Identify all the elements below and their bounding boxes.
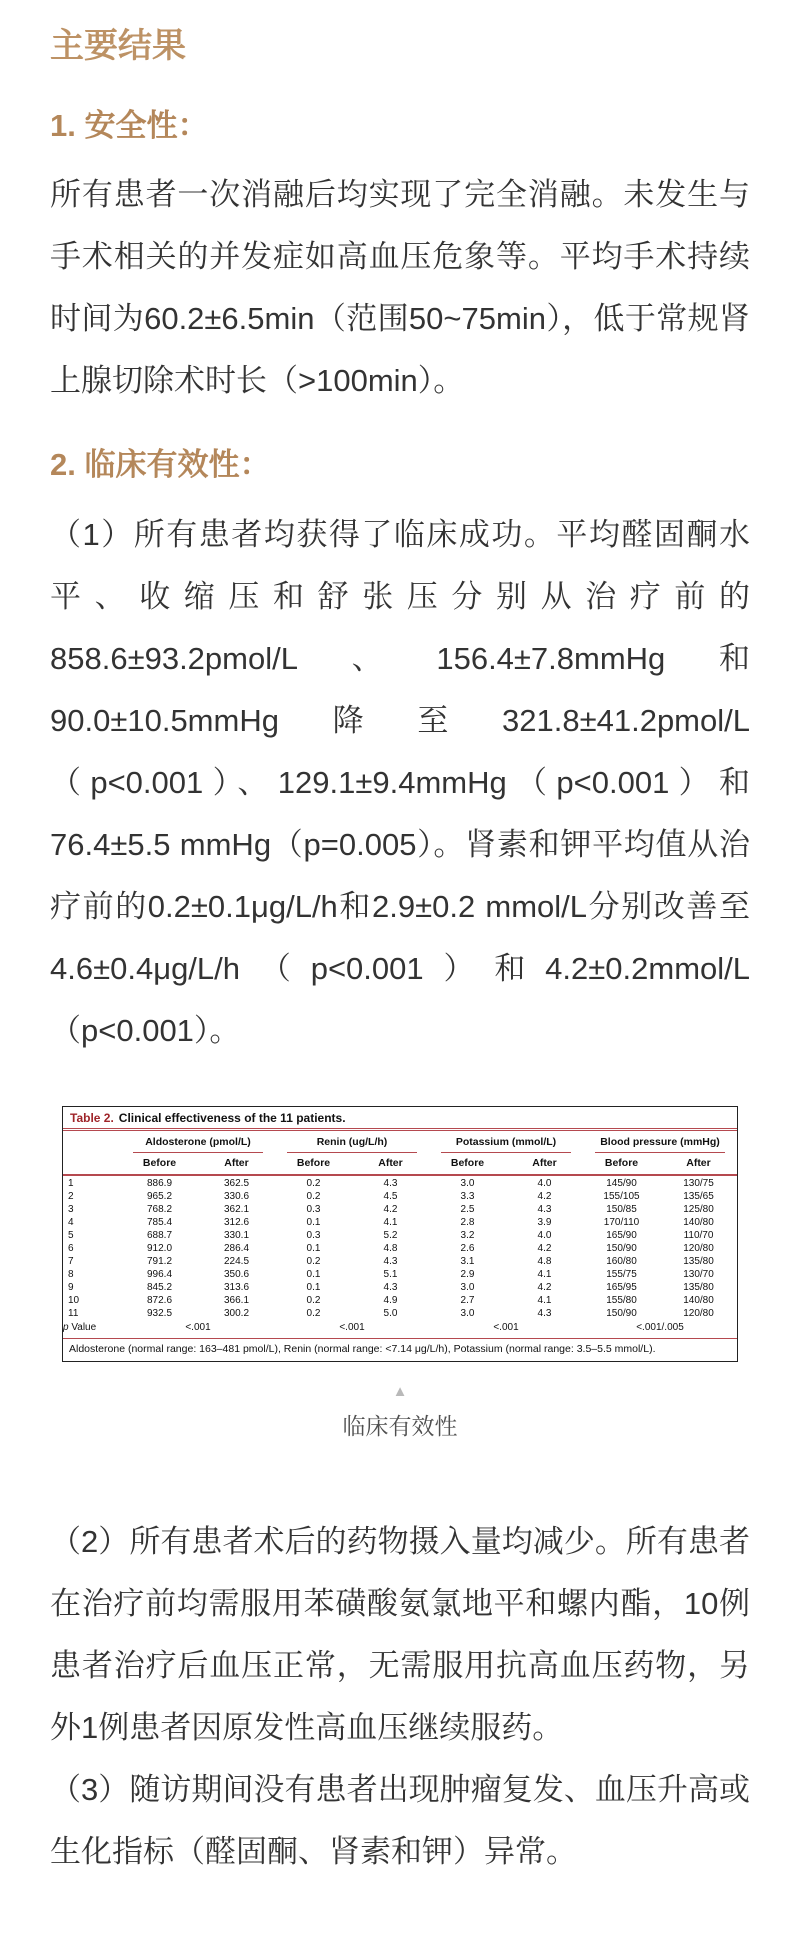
table-value: 3.0 xyxy=(460,1282,475,1294)
table-title-text: Clinical effectiveness of the 11 patients. xyxy=(118,1111,346,1126)
table-value: 165/90 xyxy=(606,1230,637,1242)
table-value: 2.5 xyxy=(460,1204,475,1216)
column-group-header-1 xyxy=(275,1131,429,1153)
table-value: 791.2 xyxy=(146,1256,173,1268)
table-value: 965.2 xyxy=(146,1191,173,1203)
table-title xyxy=(63,1107,737,1128)
table-value: 313.6 xyxy=(223,1282,250,1294)
table-footnote: Aldosterone (normal range: 163–481 pmol/L), Renin (normal range: <7.14 μg/L/h), Potassium (normal range: 3.5–5.5 mmol/L). xyxy=(69,1343,656,1356)
paragraph-effectiveness-2: （2）所有患者术后的药物摄入量均减少。所有患者在治疗前均需服用苯磺酸氨氯地平和螺内酯，10例患者治疗后血压正常，无需服用抗高血压药物，另外1例患者因原发性高血压继续服药。 xyxy=(50,1524,750,1746)
table-value: 135/65 xyxy=(683,1191,714,1203)
paragraph-safety: 所有患者一次消融后均实现了完全消融。未发生与手术相关的并发症如高血压危象等。平均手术持续时间为60.2±6.5min（范围50~75min），低于常规肾上腺切除术时长（>100min）。 xyxy=(50,177,750,399)
article xyxy=(50,26,750,1883)
table-value: 3.1 xyxy=(460,1256,475,1268)
section-heading-effectiveness: 2. 临床有效性： xyxy=(50,447,271,483)
table-value: 4.0 xyxy=(537,1230,552,1242)
table-value: 140/80 xyxy=(683,1217,714,1229)
table-value: 0.1 xyxy=(306,1217,321,1229)
table-value: 0.1 xyxy=(306,1243,321,1255)
table-value: 4.1 xyxy=(383,1217,398,1229)
table-value: 0.3 xyxy=(306,1204,321,1216)
table-value: 362.5 xyxy=(223,1178,250,1190)
table-bottom-rule xyxy=(63,1338,737,1340)
column-group-label: Potassium (mmol/L) xyxy=(441,1134,570,1153)
table-value: 2.9 xyxy=(460,1269,475,1281)
table-value: 160/80 xyxy=(606,1256,637,1268)
table-value: 872.6 xyxy=(146,1295,173,1307)
patient-row-label-9: 9 xyxy=(68,1282,74,1294)
table-value: 886.9 xyxy=(146,1178,173,1190)
column-group-label: Aldosterone (pmol/L) xyxy=(133,1134,262,1153)
table-figure xyxy=(50,1106,750,1441)
table-value: 286.4 xyxy=(223,1243,250,1255)
table-value: 140/80 xyxy=(683,1295,714,1307)
table-value: 350.6 xyxy=(223,1269,250,1281)
table-value: 4.2 xyxy=(383,1204,398,1216)
table-value: 3.0 xyxy=(460,1308,475,1320)
table-value: 4.2 xyxy=(537,1282,552,1294)
table-value: 120/80 xyxy=(683,1308,714,1320)
table-value: 768.2 xyxy=(146,1204,173,1216)
table-value: 5.2 xyxy=(383,1230,398,1242)
table-value: 130/75 xyxy=(683,1178,714,1190)
table-value: 0.2 xyxy=(306,1256,321,1268)
table-value: 4.9 xyxy=(383,1295,398,1307)
table-value: 4.3 xyxy=(537,1308,552,1320)
column-subheader: Before xyxy=(142,1157,177,1170)
column-subheader: After xyxy=(532,1157,557,1170)
table-number-label: Table 2. xyxy=(70,1111,114,1126)
table-value: 120/80 xyxy=(683,1243,714,1255)
clinical-table xyxy=(62,1106,738,1362)
table-value: 155/105 xyxy=(603,1191,640,1203)
table-value: 4.8 xyxy=(537,1256,552,1268)
column-subheader: After xyxy=(224,1157,249,1170)
column-group-label: Blood pressure (mmHg) xyxy=(595,1134,724,1153)
table-value: 4.1 xyxy=(537,1269,552,1281)
patient-row-label-3: 3 xyxy=(68,1204,74,1216)
table-value: 4.5 xyxy=(383,1191,398,1203)
table-value: 3.9 xyxy=(537,1217,552,1229)
table-value: 330.6 xyxy=(223,1191,250,1203)
table-value: 145/90 xyxy=(606,1178,637,1190)
column-subheader: After xyxy=(378,1157,403,1170)
table-value: 932.5 xyxy=(146,1308,173,1320)
table-value: 130/70 xyxy=(683,1269,714,1281)
table-value: 165/95 xyxy=(606,1282,637,1294)
table-value: 4.8 xyxy=(383,1243,398,1255)
column-group-header-3 xyxy=(583,1131,737,1153)
table-value: 3.0 xyxy=(460,1178,475,1190)
figure-caption-text: 临床有效性 xyxy=(342,1413,458,1440)
paragraph-effectiveness-3: （3）随访期间没有患者出现肿瘤复发、血压升高或生化指标（醛固酮、肾素和钾）异常。 xyxy=(50,1772,750,1870)
p-value: <.001 xyxy=(185,1322,211,1334)
table-value: 4.3 xyxy=(383,1178,398,1190)
table-value: 0.2 xyxy=(306,1191,321,1203)
p-value-label: p Value xyxy=(63,1322,97,1334)
table-value: 0.3 xyxy=(306,1230,321,1242)
table-value: 912.0 xyxy=(146,1243,173,1255)
table-value: 224.5 xyxy=(223,1256,250,1268)
table-value: 135/80 xyxy=(683,1282,714,1294)
patient-row-label-4: 4 xyxy=(68,1217,74,1229)
table-value: 155/75 xyxy=(606,1269,637,1281)
table-value: 5.1 xyxy=(383,1269,398,1281)
table-value: 4.3 xyxy=(383,1282,398,1294)
p-value: <.001 xyxy=(339,1322,365,1334)
table-value: 2.8 xyxy=(460,1217,475,1229)
p-value: <.001/.005 xyxy=(636,1322,684,1334)
column-subheader: Before xyxy=(450,1157,485,1170)
page-title: 主要结果 xyxy=(50,28,186,65)
patient-row-label-11: 11 xyxy=(68,1308,79,1320)
patient-row-label-10: 10 xyxy=(68,1295,80,1307)
table-value: 3.2 xyxy=(460,1230,475,1242)
table-value: 4.3 xyxy=(537,1204,552,1216)
table-value: 150/90 xyxy=(606,1243,637,1255)
table-value: 312.6 xyxy=(223,1217,250,1229)
table-value: 125/80 xyxy=(683,1204,714,1216)
column-group-header-2 xyxy=(429,1131,583,1153)
table-value: 4.1 xyxy=(537,1295,552,1307)
table-value: 300.2 xyxy=(223,1308,250,1320)
patient-row-label-6: 6 xyxy=(68,1243,74,1255)
table-value: 4.3 xyxy=(383,1256,398,1268)
table-value: 996.4 xyxy=(146,1269,173,1281)
column-group-header-0 xyxy=(121,1131,275,1153)
table-value: 362.1 xyxy=(223,1204,250,1216)
column-subheader: After xyxy=(686,1157,711,1170)
paragraph-effectiveness-1: （1）所有患者均获得了临床成功。平均醛固酮水平、收缩压和舒张压分别从治疗前的858.6±93.2pmol/L、156.4±7.8mmHg和90.0±10.5mmHg降至321.8±41.2pmol/L（p<0.001）、129.1±9.4mmHg（p<0.001）和76.4±5.5 mmHg（p=0.005）。肾素和钾平均值从治疗前的0.2±0.1μg/L/h和2.9±0.2 mmol/L分别改善至4.6±0.4μg/L/h（p<0.001）和4.2±0.2mmol/L（p<0.001）。 xyxy=(50,517,750,1049)
triangle-up-icon: ▲ xyxy=(392,1383,408,1401)
table-value: 0.1 xyxy=(306,1269,321,1281)
clinical-table-grid xyxy=(63,1131,737,1340)
table-value: 170/110 xyxy=(603,1217,640,1229)
table-value: 110/70 xyxy=(683,1230,714,1242)
table-value: 845.2 xyxy=(146,1282,173,1294)
table-value: 155/80 xyxy=(606,1295,637,1307)
figure-caption xyxy=(50,1384,750,1441)
table-value: 2.6 xyxy=(460,1243,475,1255)
table-value: 688.7 xyxy=(146,1230,173,1242)
patient-row-label-5: 5 xyxy=(68,1230,74,1242)
column-group-label: Renin (ug/L/h) xyxy=(287,1134,416,1153)
table-value: 150/85 xyxy=(606,1204,637,1216)
patient-row-label-2: 2 xyxy=(68,1191,74,1203)
table-value: 0.1 xyxy=(306,1282,321,1294)
table-value: 135/80 xyxy=(683,1256,714,1268)
table-value: 3.3 xyxy=(460,1191,475,1203)
table-value: 330.1 xyxy=(223,1230,250,1242)
table-value: 0.2 xyxy=(306,1178,321,1190)
table-value: 4.2 xyxy=(537,1243,552,1255)
table-value: 2.7 xyxy=(460,1295,475,1307)
table-value: 785.4 xyxy=(146,1217,173,1229)
table-value: 5.0 xyxy=(383,1308,398,1320)
p-value: <.001 xyxy=(493,1322,519,1334)
patient-row-label-8: 8 xyxy=(68,1269,74,1281)
table-value: 4.0 xyxy=(537,1178,552,1190)
table-value: 366.1 xyxy=(223,1295,250,1307)
table-value: 0.2 xyxy=(306,1295,321,1307)
patient-row-label-1: 1 xyxy=(68,1178,74,1190)
column-subheader: Before xyxy=(296,1157,331,1170)
patient-row-label-7: 7 xyxy=(68,1256,74,1268)
section-heading-safety: 1. 安全性： xyxy=(50,107,209,143)
table-value: 150/90 xyxy=(606,1308,637,1320)
column-subheader: Before xyxy=(604,1157,639,1170)
table-value: 0.2 xyxy=(306,1308,321,1320)
table-value: 4.2 xyxy=(537,1191,552,1203)
